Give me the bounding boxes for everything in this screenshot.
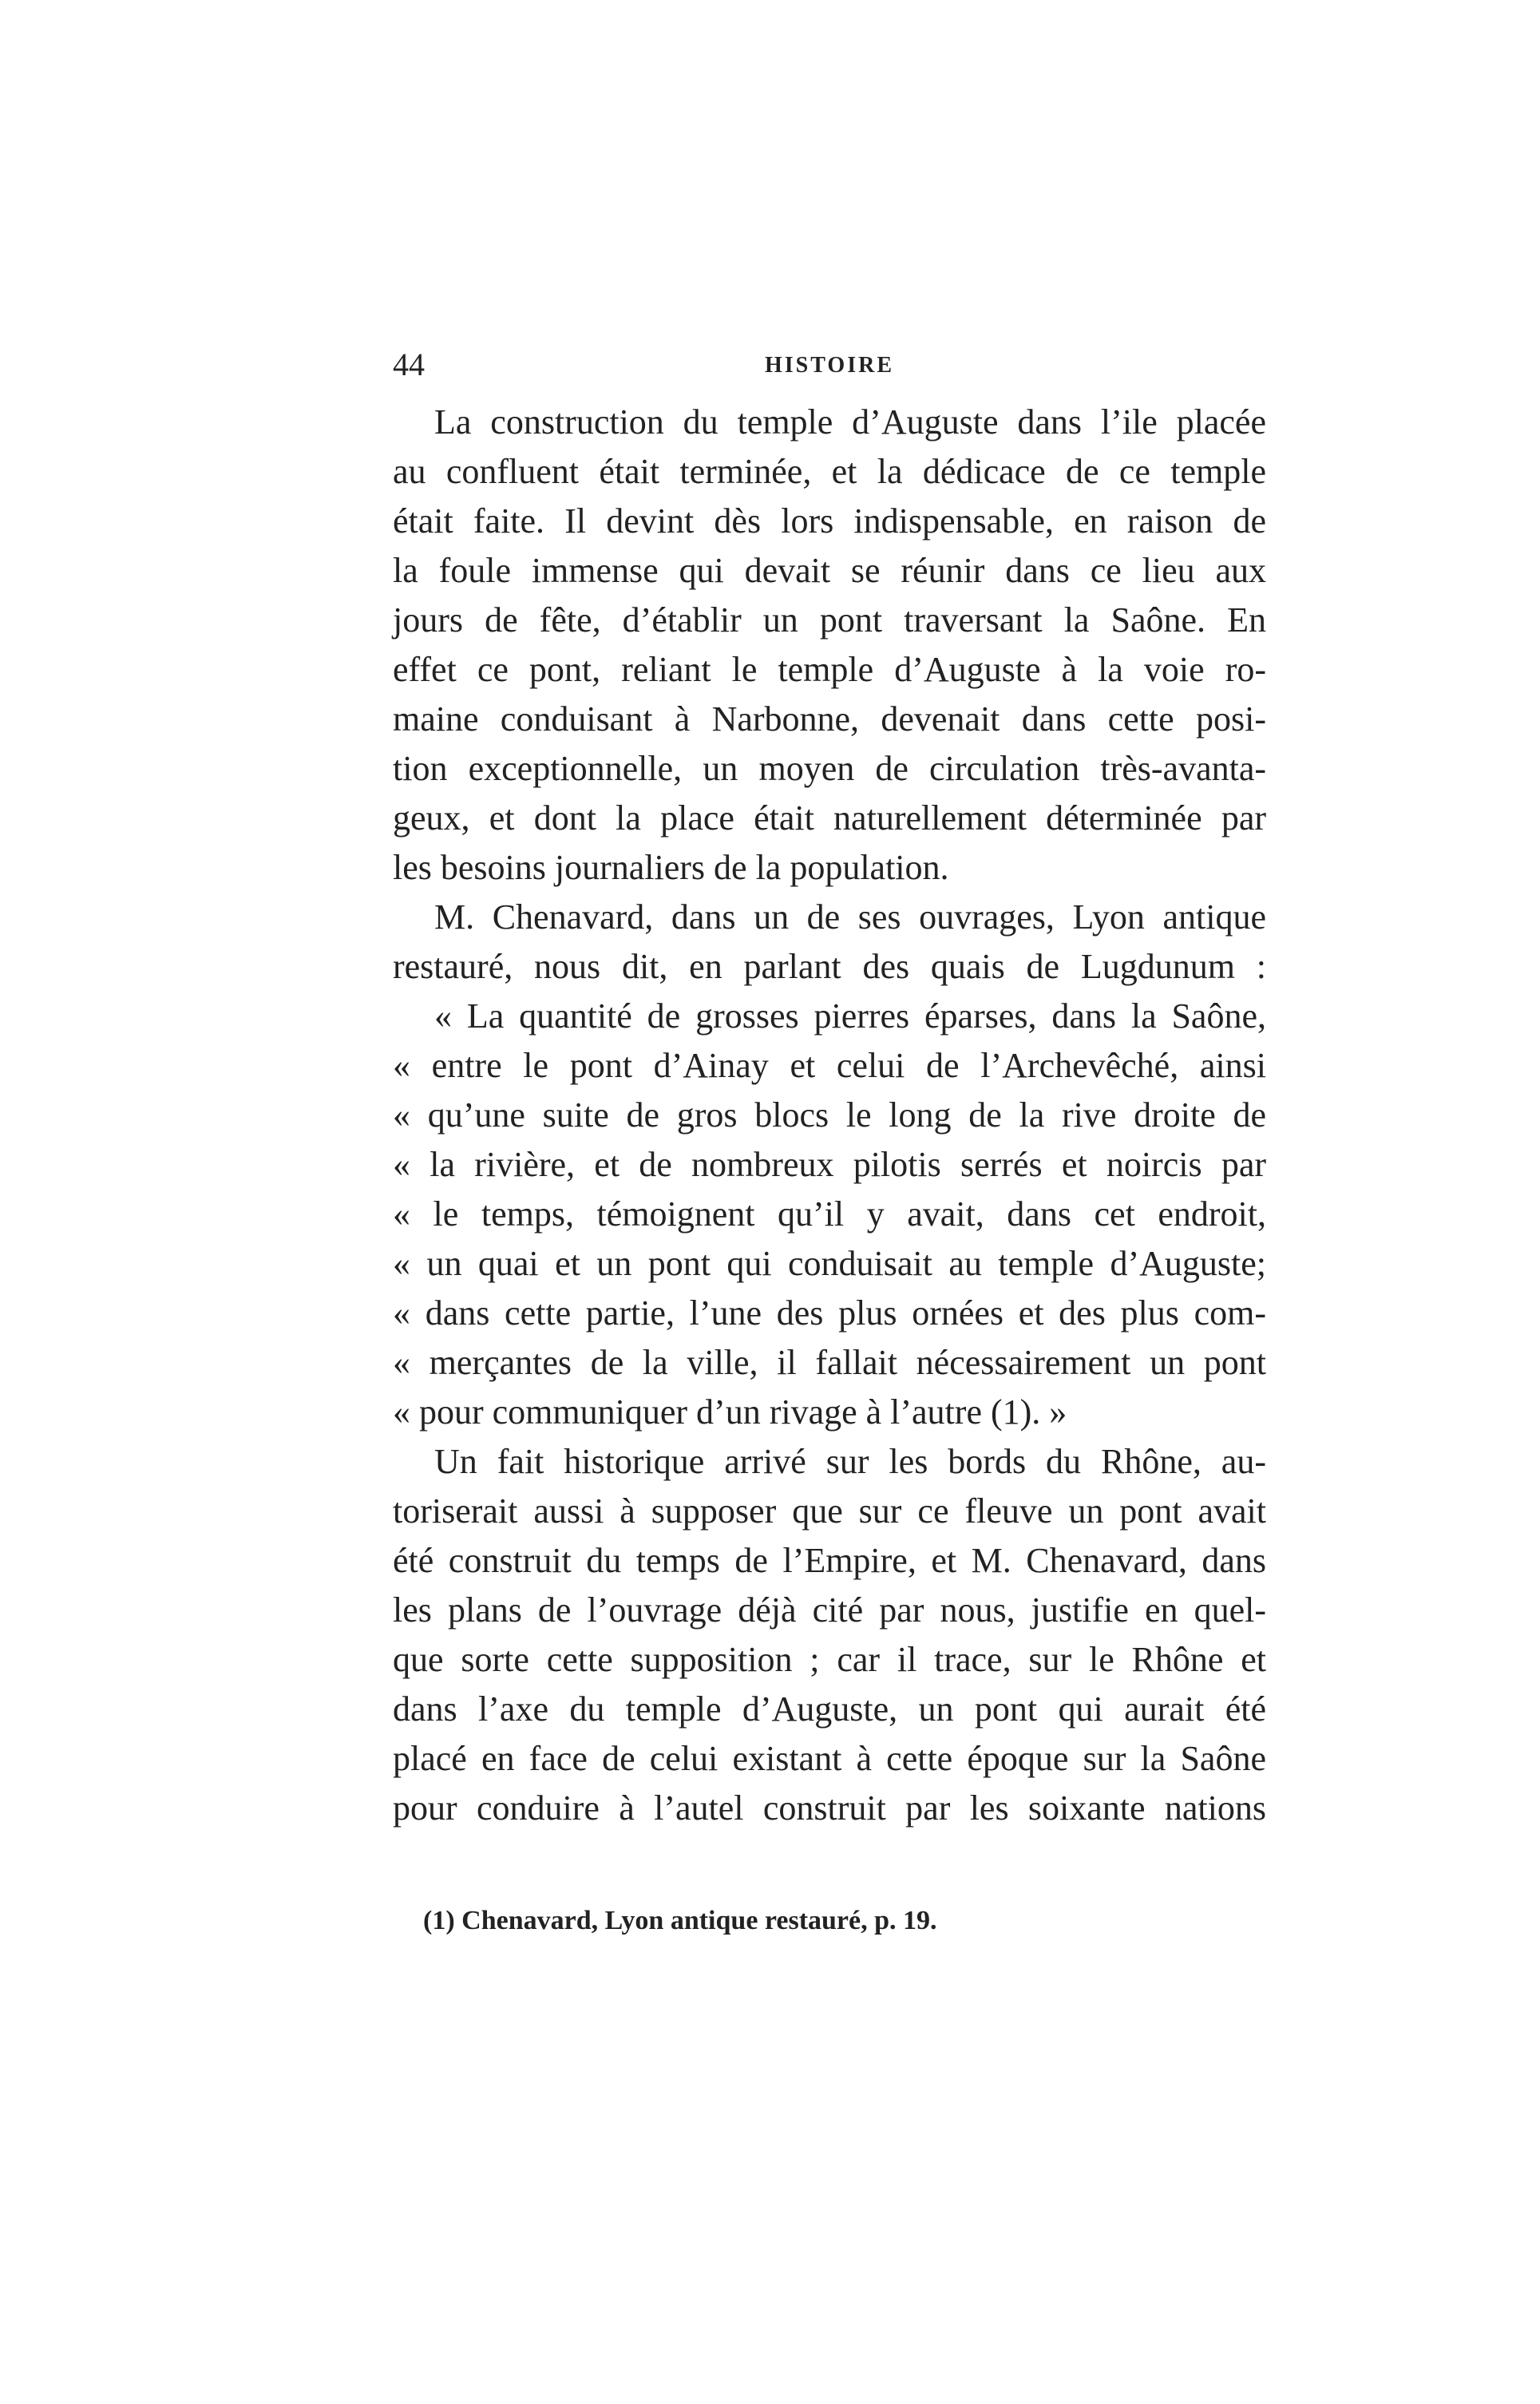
footnote: (1) Chenavard, Lyon antique restauré, p. 19.: [423, 1906, 937, 1935]
text-line: tion exceptionnelle, un moyen de circulation très-avanta-: [393, 749, 1266, 788]
quote-line: « merçantes de la ville, il fallait nécessairement un pont: [393, 1343, 1266, 1382]
text-line: dans l’axe du temple d’Auguste, un pont qui aurait été: [393, 1689, 1266, 1729]
page-number: 44: [393, 347, 425, 382]
quote-line: « La quantité de grosses pierres éparses, dans la Saône,: [434, 996, 1266, 1036]
text-line: restauré, nous dit, en parlant des quais de Lugdunum :: [393, 947, 1266, 986]
text-line: M. Chenavard, dans un de ses ouvrages, Lyon antique: [434, 897, 1266, 937]
text-line: geux, et dont la place était naturellement déterminée par: [393, 798, 1266, 838]
text-line: jours de fête, d’établir un pont traversant la Saône. En: [393, 600, 1266, 640]
text-line: au confluent était terminée, et la dédicace de ce temple: [393, 452, 1266, 491]
text-line: Un fait historique arrivé sur les bords du Rhône, au-: [434, 1442, 1266, 1481]
text-line: été construit du temps de l’Empire, et M. Chenavard, dans: [393, 1541, 1266, 1580]
body-text: [393, 398, 1266, 1833]
quote-line: « le temps, témoignent qu’il y avait, dans cet endroit,: [393, 1194, 1266, 1234]
text-line: toriserait aussi à supposer que sur ce fleuve un pont avait: [393, 1491, 1266, 1531]
text-line: pour conduire à l’autel construit par les soixante nations: [393, 1788, 1266, 1828]
page-header: [393, 345, 1266, 385]
quote-line: « qu’une suite de gros blocs le long de la rive droite de: [393, 1095, 1266, 1135]
text-line: effet ce pont, reliant le temple d’Auguste à la voie ro-: [393, 650, 1266, 689]
text-line: la foule immense qui devait se réunir dans ce lieu aux: [393, 551, 1266, 590]
quote-line: « pour communiquer d’un rivage à l’autre (1). »: [393, 1392, 1067, 1432]
text-line: était faite. Il devint dès lors indispensable, en raison de: [393, 501, 1266, 541]
text-line: les plans de l’ouvrage déjà cité par nous, justifie en quel-: [393, 1590, 1266, 1630]
text-line: maine conduisant à Narbonne, devenait dans cette posi-: [393, 699, 1266, 739]
text-line: les besoins journaliers de la population.: [393, 848, 949, 887]
text-line: La construction du temple d’Auguste dans l’ile placée: [434, 402, 1266, 442]
running-head: HISTOIRE: [765, 353, 894, 378]
quote-line: « entre le pont d’Ainay et celui de l’Archevêché, ainsi: [393, 1046, 1266, 1085]
quote-line: « dans cette partie, l’une des plus ornées et des plus com-: [393, 1293, 1266, 1333]
text-line: que sorte cette supposition ; car il trace, sur le Rhône et: [393, 1640, 1266, 1679]
text-line: placé en face de celui existant à cette époque sur la Saône: [393, 1739, 1266, 1778]
quote-line: « la rivière, et de nombreux pilotis serrés et noircis par: [393, 1145, 1266, 1184]
quote-line: « un quai et un pont qui conduisait au temple d’Auguste;: [393, 1244, 1266, 1283]
